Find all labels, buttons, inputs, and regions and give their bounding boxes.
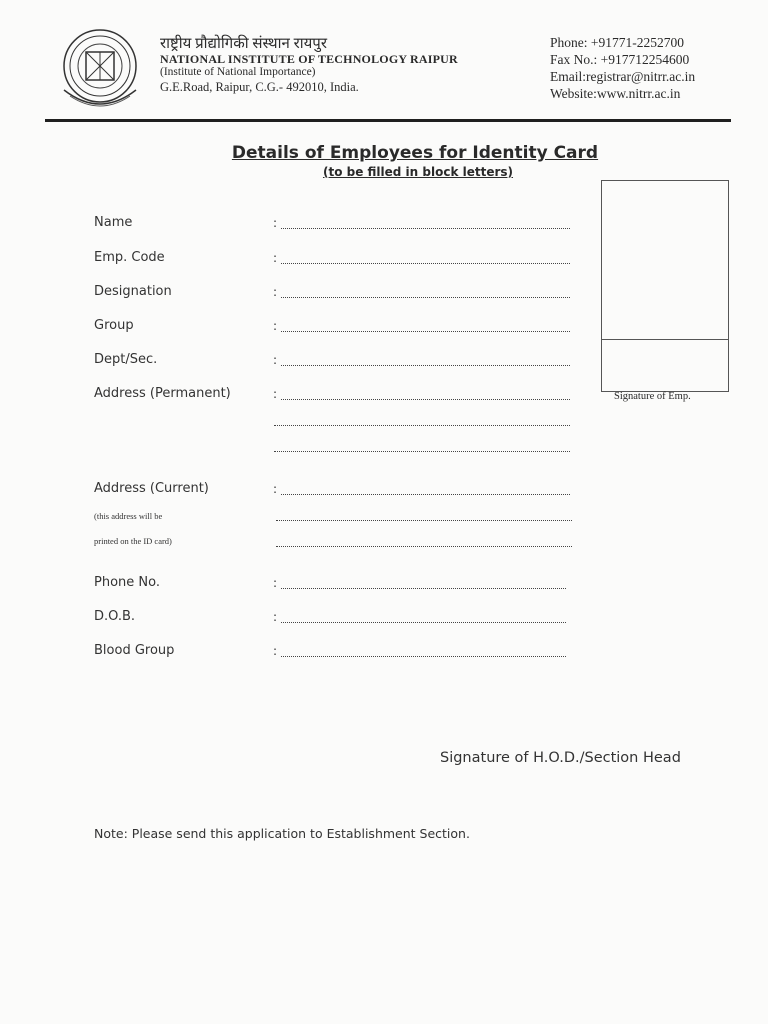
name-colon: :	[273, 216, 278, 230]
contact-website: Website:www.nitrr.ac.in	[550, 86, 681, 101]
address-current-field-line-2[interactable]	[276, 520, 572, 521]
dob-label: D.O.B.	[94, 609, 136, 624]
contact-phone: Phone: +91771-2252700	[550, 35, 684, 50]
dept-field[interactable]	[281, 365, 570, 366]
submission-note: Note: Please send this application to Establishment Section.	[94, 826, 470, 841]
form-title: Details of Employees for Identity Card	[231, 143, 599, 163]
employee-signature-label: Signature of Emp.	[614, 391, 691, 402]
address-permanent-field-line-3[interactable]	[274, 451, 570, 452]
dept-label: Dept/Sec.	[94, 352, 158, 367]
contact-fax: Fax No.: +917712254600	[550, 52, 690, 67]
dob-colon: :	[273, 610, 278, 624]
address-current-note-line-1: (this address will be	[94, 511, 163, 521]
emp-code-colon: :	[273, 251, 278, 265]
phone-colon: :	[273, 576, 278, 590]
form-subtitle: (to be filled in block letters)	[322, 165, 514, 179]
address-permanent-colon: :	[273, 387, 278, 401]
group-colon: :	[273, 319, 278, 333]
dept-colon: :	[273, 353, 278, 367]
institute-subtitle: (Institute of National Importance)	[160, 66, 316, 78]
address-permanent-field-line-1[interactable]	[281, 399, 570, 400]
address-permanent-label: Address (Permanent)	[94, 386, 231, 401]
blood-group-colon: :	[273, 644, 278, 658]
dob-field[interactable]	[281, 622, 566, 623]
institute-name: NATIONAL INSTITUTE OF TECHNOLOGY RAIPUR	[160, 52, 458, 66]
emp-code-field[interactable]	[281, 263, 570, 264]
header-divider	[45, 119, 731, 122]
institute-hindi-name: राष्ट्रीय प्रौद्योगिकी संस्थान रायपुर	[160, 36, 327, 52]
photo-signature-divider	[601, 339, 729, 340]
group-field[interactable]	[281, 331, 570, 332]
institute-address: G.E.Road, Raipur, C.G.- 492010, India.	[160, 80, 359, 94]
emp-code-label: Emp. Code	[94, 250, 165, 265]
blood-group-field[interactable]	[281, 656, 566, 657]
address-current-label: Address (Current)	[94, 481, 209, 496]
address-current-field-line-3[interactable]	[276, 546, 572, 547]
phone-label: Phone No.	[94, 575, 160, 590]
name-label: Name	[94, 215, 133, 230]
group-label: Group	[94, 318, 134, 333]
address-current-colon: :	[273, 482, 278, 496]
address-permanent-field-line-2[interactable]	[274, 425, 570, 426]
designation-field[interactable]	[281, 297, 570, 298]
institute-seal-logo	[56, 26, 144, 114]
hod-signature-label: Signature of H.O.D./Section Head	[440, 750, 681, 766]
name-field[interactable]	[281, 228, 570, 229]
contact-email: Email:registrar@nitrr.ac.in	[550, 69, 696, 84]
address-current-field-line-1[interactable]	[281, 494, 570, 495]
phone-field[interactable]	[281, 588, 566, 589]
designation-label: Designation	[94, 284, 172, 299]
address-current-note-line-2: printed on the ID card)	[94, 536, 172, 546]
blood-group-label: Blood Group	[94, 643, 175, 658]
designation-colon: :	[273, 285, 278, 299]
photo-box	[601, 180, 729, 392]
